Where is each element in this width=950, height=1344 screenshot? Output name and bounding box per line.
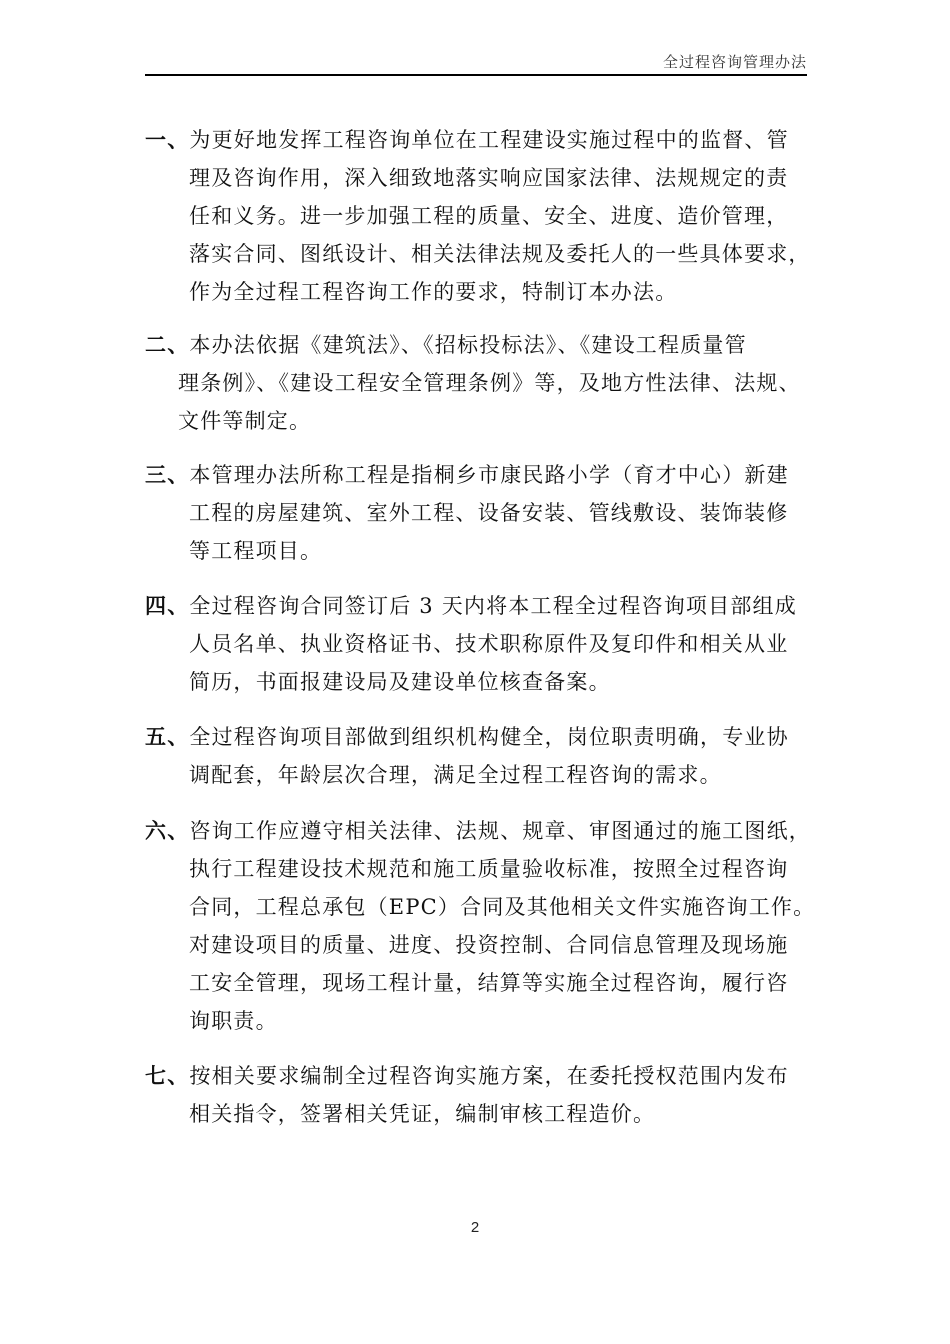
clause-text: 本办法依据《建筑法》、《招标投标法》、《建设工程质量管 <box>189 333 747 357</box>
clause-6-line-4: 对建设项目的质量、进度、投资控制、合同信息管理及现场施 <box>189 933 789 957</box>
clause-7-line-1 <box>145 1057 825 1095</box>
clause-6-line-6: 询职责。 <box>189 1009 278 1033</box>
clause-7 <box>145 1057 825 1133</box>
clause-3-line-3: 等工程项目。 <box>189 539 323 563</box>
clause-1-line-2: 理及咨询作用，深入细致地落实响应国家法律、法规规定的责 <box>189 166 789 190</box>
clause-number: 一、 <box>145 127 190 152</box>
clause-5-line-1 <box>145 718 825 756</box>
clause-6-line-2: 执行工程建设技术规范和施工质量验收标准，按照全过程咨询 <box>189 857 789 881</box>
clause-3-line-1 <box>145 456 825 494</box>
clause-4-line-1 <box>145 587 825 625</box>
clause-4 <box>145 587 825 701</box>
clause-4-line-3: 简历，书面报建设局及建设单位核查备案。 <box>189 670 611 694</box>
clause-number: 二、 <box>145 332 190 357</box>
clause-text: 为更好地发挥工程咨询单位在工程建设实施过程中的监督、管 <box>189 128 789 152</box>
clause-number: 七、 <box>145 1063 190 1088</box>
clause-number: 六、 <box>145 818 190 843</box>
clause-1 <box>145 121 825 311</box>
page-header <box>145 52 807 74</box>
clause-4-line-2: 人员名单、执业资格证书、技术职称原件及复印件和相关从业 <box>189 632 789 656</box>
clause-1-line-5: 作为全过程工程咨询工作的要求，特制订本办法。 <box>189 280 678 304</box>
clause-number: 五、 <box>145 724 190 749</box>
clause-1-line-1 <box>145 121 825 159</box>
clause-3 <box>145 456 825 570</box>
clause-5-line-2: 调配套，年龄层次合理，满足全过程工程咨询的需求。 <box>189 763 722 787</box>
header-title: 全过程咨询管理办法 <box>662 53 807 71</box>
clause-2-line-1 <box>145 326 825 364</box>
clause-6-line-5: 工安全管理，现场工程计量，结算等实施全过程咨询，履行咨 <box>189 971 789 995</box>
clause-number: 三、 <box>145 462 190 487</box>
clause-2-line-2: 理条例》、《建设工程安全管理条例》等，及地方性法律、法规、 <box>178 371 801 395</box>
page-number: 2 <box>470 1219 480 1236</box>
clause-2 <box>145 326 825 440</box>
clause-text: 本管理办法所称工程是指桐乡市康民路小学（育才中心）新建 <box>189 463 789 487</box>
clause-6 <box>145 812 825 1040</box>
clause-text: 全过程咨询合同签订后 3 天内将本工程全过程咨询项目部组成 <box>189 594 797 618</box>
clause-7-line-2: 相关指令，签署相关凭证，编制审核工程造价。 <box>189 1102 656 1126</box>
clause-1-line-3: 任和义务。进一步加强工程的质量、安全、进度、造价管理， <box>189 204 789 228</box>
clause-text: 按相关要求编制全过程咨询实施方案，在委托授权范围内发布 <box>189 1064 789 1088</box>
clause-text: 咨询工作应遵守相关法律、法规、规章、审图通过的施工图纸， <box>189 819 812 843</box>
clause-6-line-3: 合同，工程总承包（EPC）合同及其他相关文件实施咨询工作。 <box>189 895 816 919</box>
clause-6-line-1 <box>145 812 825 850</box>
clause-5 <box>145 718 825 794</box>
clause-number: 四、 <box>145 593 190 618</box>
clause-text: 全过程咨询项目部做到组织机构健全，岗位职责明确，专业协 <box>189 725 789 749</box>
clause-3-line-2: 工程的房屋建筑、室外工程、设备安装、管线敷设、装饰装修 <box>189 501 789 525</box>
clause-1-line-4: 落实合同、图纸设计、相关法律法规及委托人的一些具体要求， <box>189 242 811 266</box>
header-rule <box>145 74 807 76</box>
clause-2-line-3: 文件等制定。 <box>178 409 312 433</box>
